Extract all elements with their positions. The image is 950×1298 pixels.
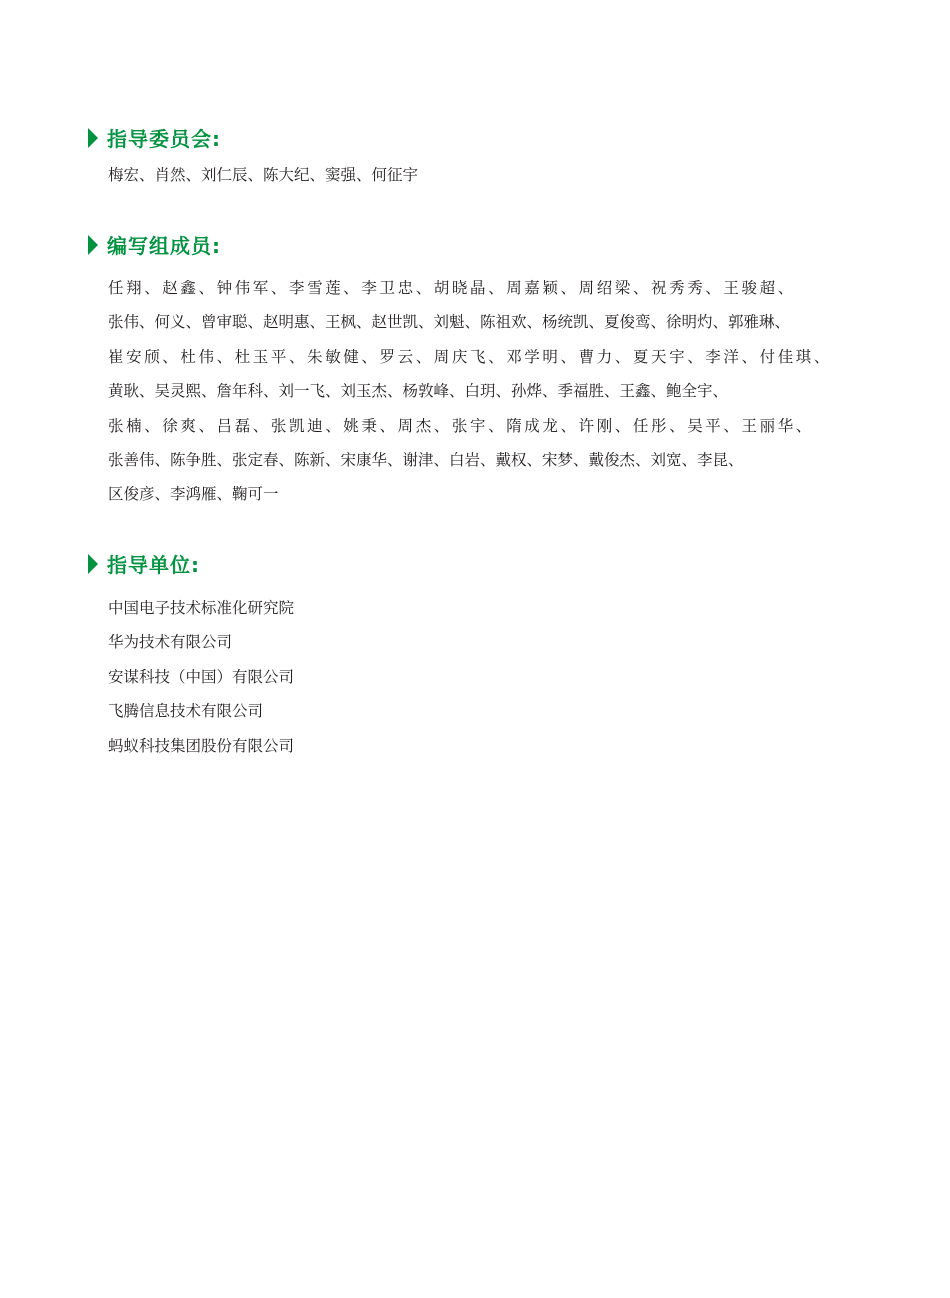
writers-line: 区俊彦、李鸿雁、鞠可一 (108, 485, 279, 504)
triangle-bullet-icon (88, 235, 98, 255)
committee-heading: 指导委员会: (107, 126, 221, 151)
section-heading (88, 122, 868, 152)
writers-line: 张楠、徐爽、吕磊、张凯迪、姚秉、周杰、张宇、隋成龙、许刚、任彤、吴平、王丽华、 (108, 416, 814, 435)
triangle-bullet-icon (88, 128, 98, 148)
writers-line: 黄耿、吴灵熙、詹年科、刘一飞、刘玉杰、杨敦峰、白玥、孙烨、季福胜、王鑫、鲍全宇、 (108, 382, 729, 401)
triangle-bullet-icon (88, 554, 98, 574)
section-heading (88, 548, 868, 578)
unit-item: 中国电子技术标准化研究院 (108, 599, 295, 617)
writers-members (108, 271, 868, 512)
writers-line: 崔安颀、杜伟、杜玉平、朱敏健、罗云、周庆飞、邓学明、曹力、夏天宇、李洋、付佳琪、 (108, 347, 833, 366)
writers-line: 张善伟、陈争胜、张定春、陈新、宋康华、谢津、白岩、戴权、宋梦、戴俊杰、刘宽、李昆、 (108, 451, 744, 470)
writers-line: 张伟、何义、曾审聪、赵明惠、王枫、赵世凯、刘魁、陈祖欢、杨统凯、夏俊鸾、徐明灼、郭雅琳、 (108, 313, 791, 332)
unit-item: 飞腾信息技术有限公司 (108, 702, 264, 721)
unit-item: 安谋科技（中国）有限公司 (108, 667, 295, 686)
unit-item: 华为技术有限公司 (108, 633, 233, 652)
units-heading: 指导单位: (107, 552, 200, 577)
writers-line: 任翔、赵鑫、钟伟军、李雪莲、李卫忠、胡晓晶、周嘉颖、周绍梁、祝秀秀、王骏超、 (108, 279, 796, 297)
section-writing-group (88, 229, 868, 512)
section-steering-committee (88, 122, 868, 187)
section-heading (88, 229, 868, 259)
committee-members: 梅宏、肖然、刘仁辰、陈大纪、窦强、何征宇 (108, 166, 419, 184)
section-guiding-units (88, 548, 868, 763)
writers-heading: 编写组成员: (107, 233, 221, 258)
unit-item: 蚂蚁科技集团股份有限公司 (108, 736, 295, 755)
units-list (108, 591, 868, 763)
